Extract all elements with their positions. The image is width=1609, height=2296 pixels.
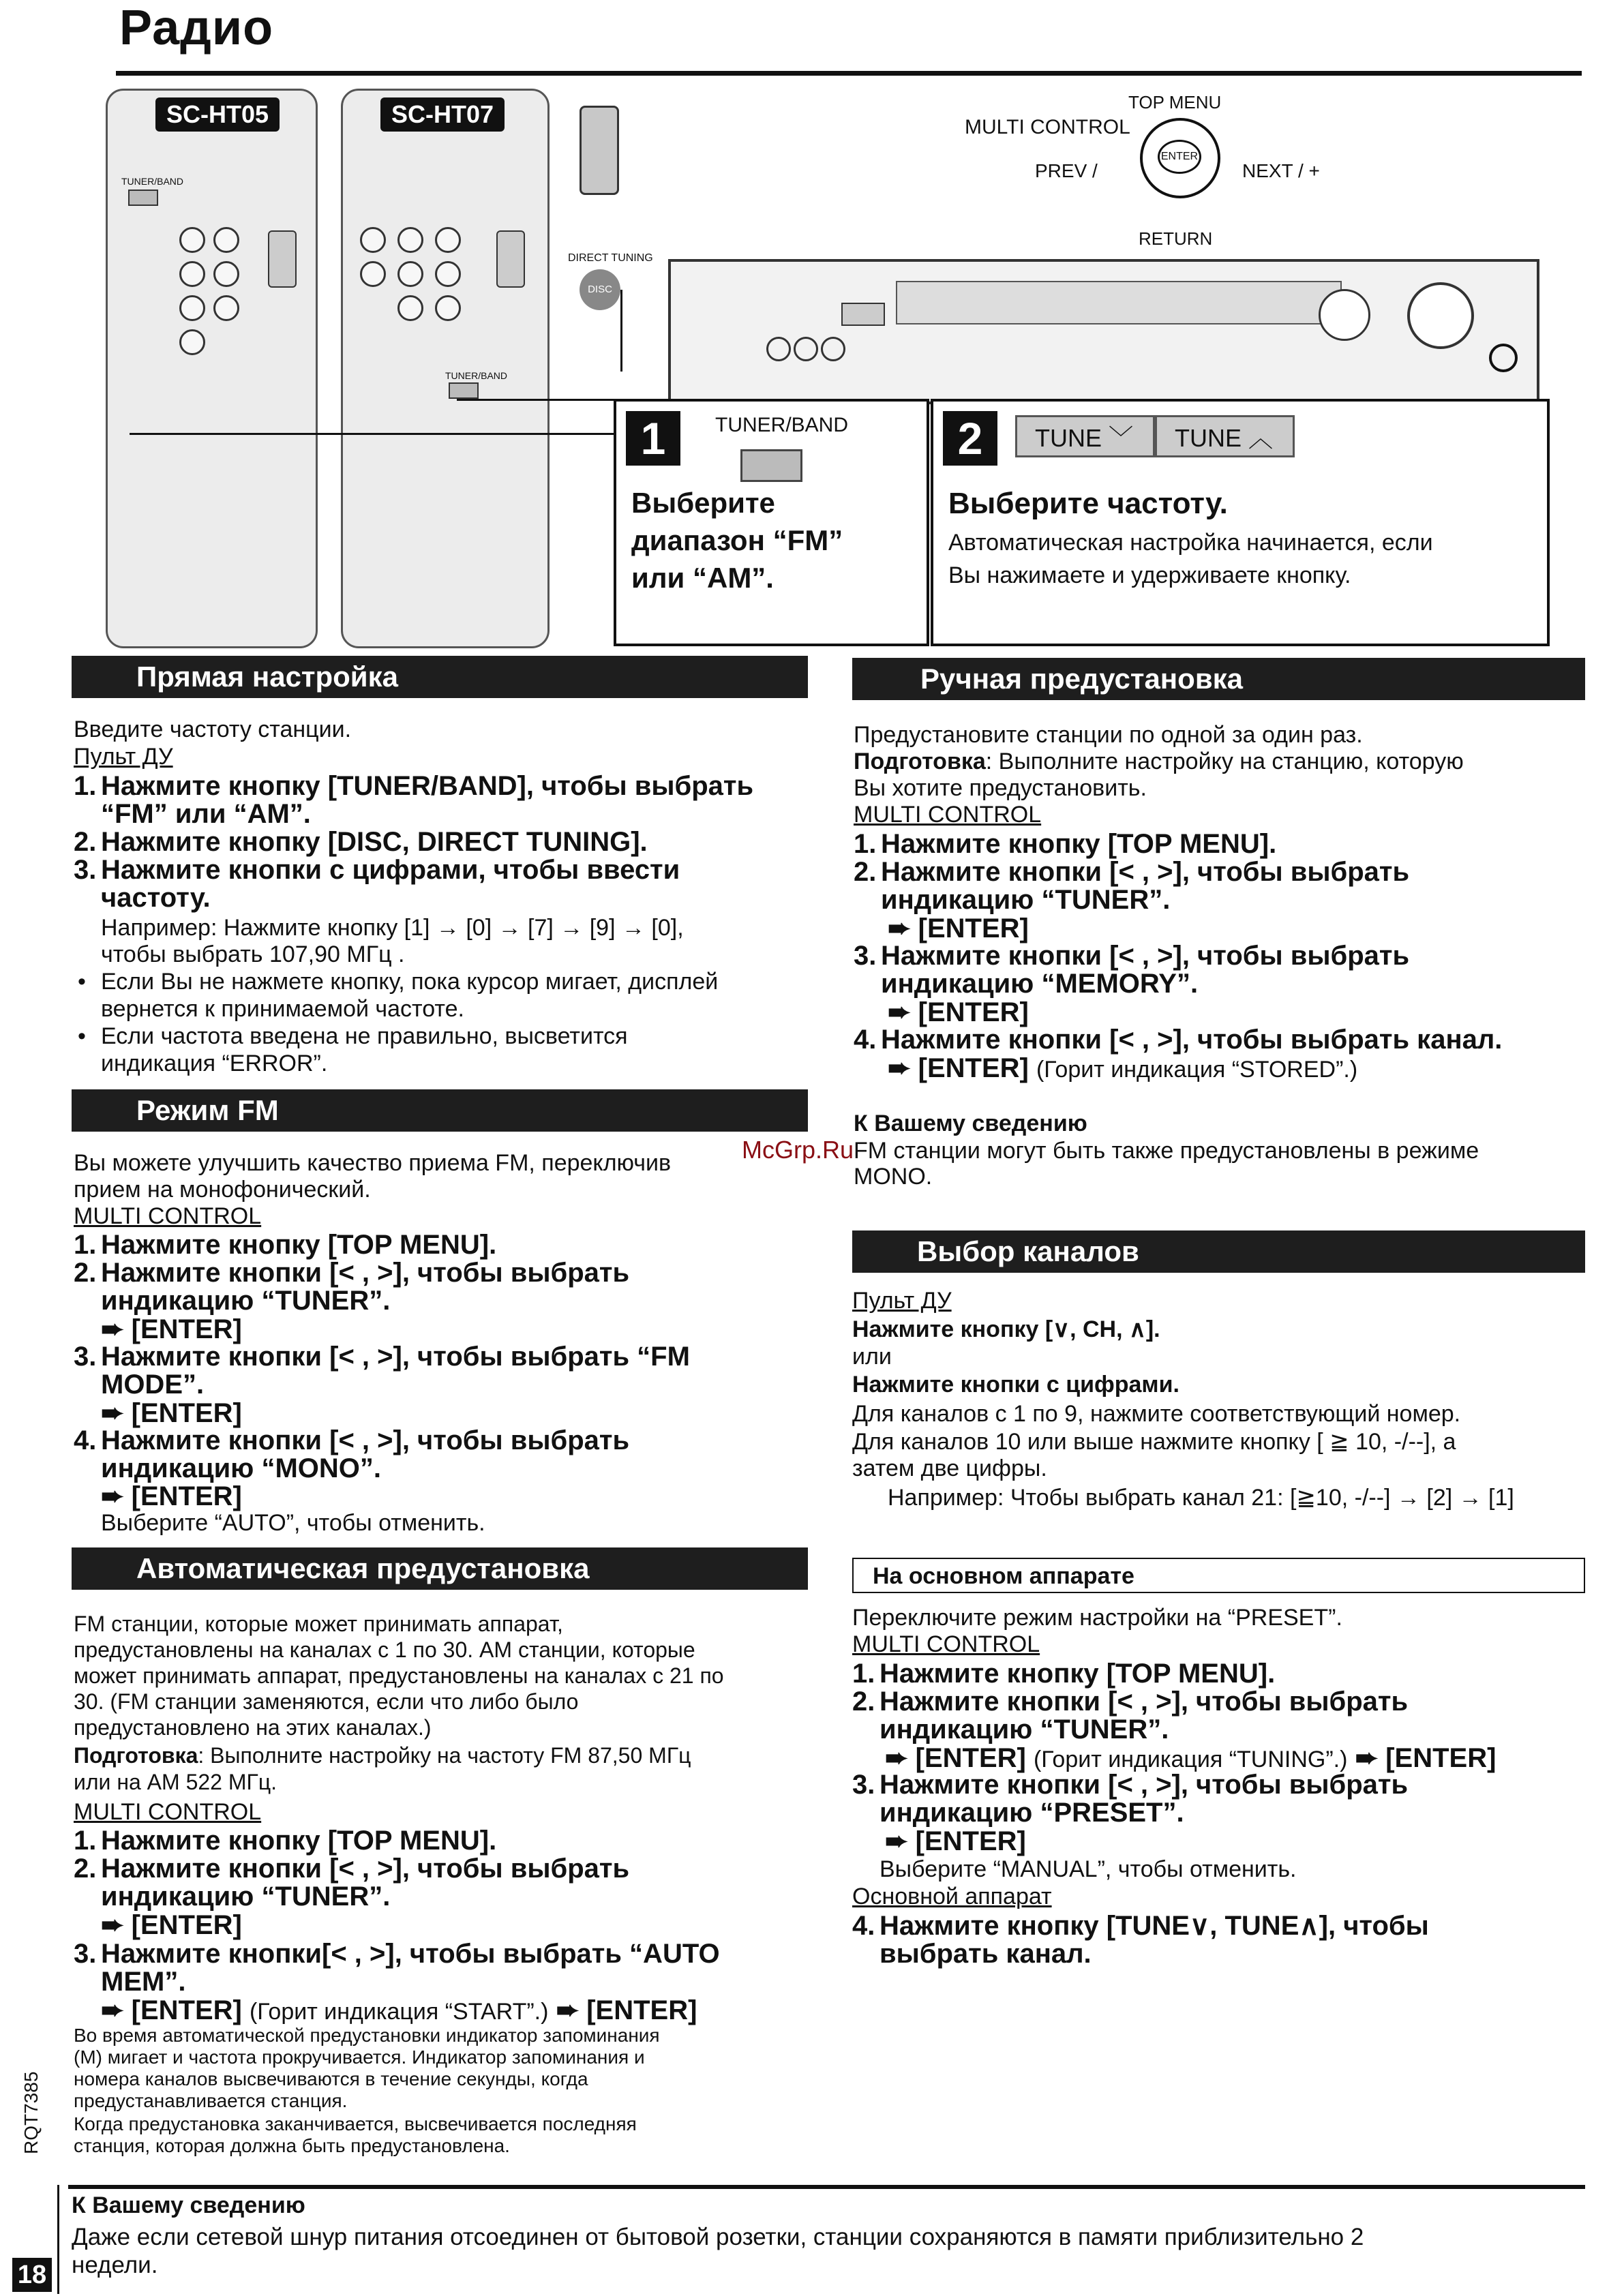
page-title: Радио: [119, 1, 274, 55]
step-number: 1.: [74, 1230, 97, 1260]
auto-step-2: [74, 1855, 817, 1911]
headphones-jack: [1489, 344, 1518, 372]
tunerband-small-label: TUNER/BAND: [121, 176, 184, 187]
step1-number: 1: [626, 411, 680, 466]
prep-label: Подготовка: [854, 749, 986, 774]
bullet-text: индикация “ERROR”.: [101, 1051, 328, 1076]
step-text: индикацию “TUNER”.: [101, 1882, 391, 1912]
step-number: 3.: [854, 941, 877, 971]
footer-title: К Вашему сведению: [72, 2192, 305, 2218]
disc-button-label: DISC: [588, 284, 612, 295]
direct-control-label: Пульт ДУ: [74, 744, 173, 770]
step-text: индикацию “TUNER”.: [879, 1715, 1169, 1744]
step2-number: 2: [943, 411, 997, 466]
step1-button-label: TUNER/BAND: [715, 414, 849, 436]
auto-prep-1: [74, 1742, 691, 1769]
watermark: McGrp.Ru: [742, 1136, 854, 1164]
direct-example-2: чтобы выбрать 107,90 МГц .: [101, 941, 405, 967]
num-button[interactable]: [397, 227, 423, 253]
main-unit-control-label-2: Основной аппарат: [852, 1884, 1052, 1909]
manual-step-1: [854, 830, 1597, 858]
tune-up-button[interactable]: [1155, 415, 1295, 457]
step-text: Нажмите кнопки [< , >], чтобы выбрать: [879, 1687, 1409, 1717]
num-button[interactable]: [435, 295, 461, 321]
tunerband-unit-button[interactable]: [841, 303, 885, 326]
footer-line-2: недели.: [72, 2252, 158, 2278]
step-number: 2.: [854, 857, 877, 887]
manual-enter-3: ➨ [ENTER]: [888, 997, 1029, 1027]
tunerband-small-label-2: TUNER/BAND: [445, 370, 508, 381]
auto-para-4: 30. (FM станции заменяются, если что либо было: [74, 1689, 579, 1714]
num-button[interactable]: [397, 261, 423, 287]
step-text: Нажмите кнопки [< , >], чтобы выбрать: [101, 1425, 630, 1455]
auto-note-5: Когда предустановка заканчивается, высвечивается последняя: [74, 2113, 637, 2134]
fm-step-3: [74, 1343, 817, 1399]
fm-control-label: MULTI CONTROL: [74, 1203, 262, 1229]
step2-desc-2: Вы нажимаете и удерживаете кнопку.: [948, 562, 1351, 588]
step-text: Нажмите кнопки [< , >], чтобы выбрать: [881, 857, 1410, 887]
enter-text: ➨ [ENTER]: [556, 1995, 697, 2025]
enter-text: ➨ [ENTER]: [1355, 1743, 1497, 1773]
manual-step-4: [854, 1026, 1597, 1054]
enter-label: ENTER: [1160, 151, 1199, 162]
direct-example-1: Например: Нажмите кнопку [1] → [0] → [7] → [9] → [0],: [101, 915, 684, 941]
page-number: 18: [12, 2258, 52, 2292]
num-button[interactable]: [435, 261, 461, 287]
step-text: Нажмите кнопку [TOP MENU].: [101, 1230, 497, 1260]
step-text: MEM”.: [101, 1967, 186, 1997]
main-unit-step-1: [852, 1660, 1595, 1688]
remote-model-label: SC-HT07: [380, 97, 505, 132]
fm-step-1: [74, 1231, 817, 1259]
step-number: 3.: [852, 1770, 875, 1800]
step-number: 2.: [852, 1687, 875, 1717]
illustration: [102, 85, 1548, 648]
channel-line-2: Нажмите кнопки с цифрами.: [852, 1372, 1179, 1398]
main-unit-enter-3: ➨ [ENTER]: [885, 1826, 1026, 1856]
step-number: 1.: [854, 829, 877, 859]
remote-sc-ht05: [106, 89, 318, 648]
auto-step-3: [74, 1940, 817, 1996]
bullet-text: вернется к принимаемой частоте.: [101, 996, 464, 1022]
step-text: Нажмите кнопку [TUNE∨, TUNE∧], чтобы: [879, 1911, 1429, 1941]
step-text: индикацию “MEMORY”.: [881, 969, 1199, 999]
step-number: 4.: [854, 1025, 877, 1055]
fm-enter-4: ➨ [ENTER]: [101, 1481, 242, 1511]
tunerband-button-2[interactable]: [449, 382, 479, 399]
step-text: индикацию “TUNER”.: [881, 885, 1171, 915]
step-text: индикацию “PRESET”.: [879, 1798, 1184, 1828]
auto-note-3: номера каналов высвечиваются в течение секунды, когда: [74, 2068, 588, 2089]
auto-para-3: может принимать аппарат, предустановлены на каналах с 21 по: [74, 1663, 724, 1688]
down-icon: ﹀: [1109, 424, 1134, 452]
auto-para-5: предустановлено на этих каналах.): [74, 1715, 432, 1740]
step-text: Нажмите кнопки [< , >], чтобы выбрать: [101, 1258, 630, 1288]
direct-step-3: [74, 856, 817, 912]
section-auto-preset: Автоматическая предустановка: [72, 1547, 808, 1590]
fm-enter-3: ➨ [ENTER]: [101, 1398, 242, 1428]
step-text: MODE”.: [101, 1370, 205, 1400]
main-unit-step-3: [852, 1771, 1595, 1827]
auto-prep-2: или на AM 522 МГц.: [74, 1770, 277, 1794]
step1-line-3: или “AM”.: [631, 562, 774, 594]
channel-or: или: [852, 1344, 892, 1370]
step-number: 1.: [852, 1659, 875, 1689]
step-number: 2.: [74, 1258, 97, 1288]
main-unit-cancel: Выберите “MANUAL”, чтобы отменить.: [879, 1856, 1297, 1882]
step-text: Нажмите кнопки [< , >], чтобы выбрать: [879, 1770, 1409, 1800]
ch-rocker-enlarged: [580, 106, 619, 195]
step-text: “FM” или “AM”.: [101, 799, 311, 829]
prep-text: : Выполните настройку на станцию, которую: [985, 749, 1464, 774]
step-number: 3.: [74, 1939, 97, 1969]
step-number: 4.: [852, 1911, 875, 1941]
step-text: Нажмите кнопки с цифрами, чтобы ввести: [101, 855, 680, 885]
footer-rule: [68, 2185, 1585, 2189]
fm-intro-1: Вы можете улучшить качество приема FM, переключив: [74, 1150, 672, 1176]
main-unit-intro: Переключите режим настройки на “PRESET”.: [852, 1605, 1342, 1631]
num-button[interactable]: [179, 295, 205, 321]
num-button[interactable]: [179, 227, 205, 253]
return-label: RETURN: [1139, 228, 1213, 249]
direct-intro: Введите частоту станции.: [74, 716, 352, 742]
ch-rocker[interactable]: [496, 230, 525, 288]
direct-bullet-1: [101, 968, 718, 1023]
status-text: (Горит индикация “START”.): [249, 1999, 549, 2025]
step-text: Нажмите кнопку [TOP MENU].: [879, 1659, 1276, 1689]
step-text: Нажмите кнопки [< , >], чтобы выбрать: [881, 941, 1410, 971]
step-text: индикацию “TUNER”.: [101, 1286, 391, 1316]
manual-step-2: [854, 858, 1597, 914]
section-manual-preset: Ручная предустановка: [852, 658, 1585, 700]
manual-enter-2: ➨ [ENTER]: [888, 913, 1029, 943]
tune-down-button[interactable]: [1015, 415, 1155, 457]
section-channel-select: Выбор каналов: [852, 1230, 1585, 1273]
direct-step-1: [74, 772, 817, 828]
doc-code: RQT7385: [20, 2071, 42, 2154]
channel-line-4: Для каналов 10 или выше нажмите кнопку [ ≧ 10, -/--], а: [852, 1429, 1456, 1455]
num-button[interactable]: [360, 227, 386, 253]
prev-label: PREV /: [1035, 160, 1098, 181]
num-button[interactable]: [435, 227, 461, 253]
step-number: 1.: [74, 1826, 97, 1856]
channel-control-label: Пульт ДУ: [852, 1288, 952, 1314]
step-number: 2.: [74, 827, 97, 857]
footer-left-rule: [57, 2185, 59, 2294]
auto-note-1: Во время автоматической предустановки индикатор запоминания: [74, 2025, 660, 2046]
unit-jack: [821, 337, 845, 361]
manual-control-label: MULTI CONTROL: [854, 802, 1042, 828]
num-button[interactable]: [179, 329, 205, 355]
connector-line: [620, 290, 622, 372]
manual-prep-2: Вы хотите предустановить.: [854, 775, 1147, 801]
step-text: Нажмите кнопки[< , >], чтобы выбрать “AUTO: [101, 1939, 720, 1969]
manual-note-title: К Вашему сведению: [854, 1111, 1087, 1136]
step1-line-2: диапазон “FM”: [631, 524, 843, 556]
tune-up-label: TUNE: [1175, 424, 1242, 452]
step-text: Нажмите кнопки [< , >], чтобы выбрать “FM: [101, 1342, 690, 1372]
step1-box: [614, 399, 929, 646]
tune-down-label: TUNE: [1035, 424, 1102, 452]
subsection-main-unit: На основном аппарате: [852, 1558, 1585, 1593]
enter-text: ➨ [ENTER]: [888, 1053, 1029, 1083]
up-icon: ︿: [1248, 424, 1274, 452]
auto-step-1: [74, 1827, 817, 1855]
auto-note-6: станция, которая должна быть предустановлена.: [74, 2135, 510, 2156]
num-button[interactable]: [360, 261, 386, 287]
tunerband-button[interactable]: [128, 190, 158, 206]
prep-text: : Выполните настройку на частоту FM 87,50 МГц: [198, 1743, 691, 1768]
step1-line-1: Выберите: [631, 487, 775, 519]
main-unit: [668, 259, 1539, 404]
fm-step-4: [74, 1427, 817, 1483]
step-text: Нажмите кнопку [DISC, DIRECT TUNING].: [101, 827, 648, 857]
unit-multi-control[interactable]: [1319, 289, 1370, 341]
footer-line-1: Даже если сетевой шнур питания отсоединен от бытовой розетки, станции сохраняются в памяти приблизительно 2: [72, 2224, 1364, 2250]
step-number: 1.: [74, 771, 97, 801]
step1-button[interactable]: [740, 449, 802, 482]
unit-display: [896, 281, 1342, 324]
step-number: 2.: [74, 1854, 97, 1884]
step-number: 3.: [74, 855, 97, 885]
fm-enter-2: ➨ [ENTER]: [101, 1314, 242, 1344]
num-button[interactable]: [213, 227, 239, 253]
manual-prep-1: [854, 748, 1464, 775]
unit-jack: [794, 337, 818, 361]
direct-tuning-label: DIRECT TUNING: [568, 252, 653, 264]
prep-label: Подготовка: [74, 1743, 198, 1768]
main-unit-control-label: MULTI CONTROL: [852, 1631, 1040, 1657]
step-text: частоту.: [101, 883, 211, 913]
auto-note-2: (M) мигает и частота прокручивается. Индикатор запоминания и: [74, 2046, 645, 2068]
enter-text: ➨ [ENTER]: [101, 1995, 242, 2025]
remote-model-label: SC-HT05: [155, 97, 280, 132]
auto-control-label: MULTI CONTROL: [74, 1799, 262, 1825]
disc-button[interactable]: [580, 269, 620, 310]
title-rule: [116, 71, 1582, 76]
step2-desc-1: Автоматическая настройка начинается, если: [948, 530, 1433, 556]
auto-para-2: предустановлены на каналах с 1 по 30. AM станции, которые: [74, 1637, 695, 1662]
step-text: выбрать канал.: [879, 1939, 1092, 1969]
section-fm-mode: Режим FM: [72, 1089, 808, 1132]
manual-note-2: MONO.: [854, 1164, 933, 1190]
auto-para-1: FM станции, которые может принимать аппарат,: [74, 1612, 563, 1636]
multi-control-label: MULTI CONTROL: [965, 116, 1130, 138]
auto-enter-2: ➨ [ENTER]: [101, 1910, 242, 1940]
fm-intro-2: прием на монофонический.: [74, 1177, 371, 1203]
auto-enter-3: [101, 1996, 697, 2026]
fm-cancel: Выберите “AUTO”, чтобы отменить.: [101, 1510, 485, 1536]
manual-enter-4: [888, 1054, 1357, 1084]
main-unit-step-4: [852, 1912, 1595, 1968]
step-text: Нажмите кнопку [TOP MENU].: [101, 1826, 497, 1856]
remote-sc-ht07: [341, 89, 550, 648]
manual-note-1: FM станции могут быть также предустановлены в режиме: [854, 1138, 1479, 1164]
top-menu-label: TOP MENU: [1128, 92, 1222, 112]
step-number: 4.: [74, 1425, 97, 1455]
section-direct-tuning: Прямая настройка: [72, 656, 808, 698]
manual-step-3: [854, 942, 1597, 998]
num-button[interactable]: [213, 261, 239, 287]
num-button[interactable]: [213, 295, 239, 321]
enter-text: ➨ [ENTER]: [885, 1743, 1026, 1773]
bullet-text: Если Вы не нажмете кнопку, пока курсор мигает, дисплей: [101, 969, 719, 995]
direct-bullet-2: [101, 1023, 628, 1077]
volume-knob[interactable]: [1407, 282, 1474, 349]
step-number: 3.: [74, 1342, 97, 1372]
enter-button[interactable]: [1158, 140, 1201, 174]
step-text: индикацию “MONO”.: [101, 1453, 381, 1483]
unit-jack: [766, 337, 791, 361]
step2-box: [931, 399, 1550, 646]
next-label: NEXT / +: [1242, 160, 1320, 181]
status-text: (Горит индикация “TUNING”.): [1033, 1747, 1348, 1772]
step-text: Нажмите кнопки [< , >], чтобы выбрать канал.: [881, 1025, 1503, 1055]
channel-line-3: Для каналов с 1 по 9, нажмите соответствующий номер.: [852, 1401, 1461, 1427]
step-text: Нажмите кнопку [TUNER/BAND], чтобы выбрать: [101, 771, 754, 801]
channel-line-5: затем две цифры.: [852, 1455, 1047, 1481]
step2-title: Выберите частоту.: [948, 487, 1228, 520]
status-text: (Горит индикация “STORED”.): [1036, 1057, 1358, 1083]
direct-step-2: [74, 828, 817, 856]
auto-note-4: предустанавливается станция.: [74, 2090, 348, 2111]
bullet-text: Если частота введена не правильно, высветится: [101, 1023, 628, 1049]
main-unit-step-2: [852, 1688, 1595, 1744]
step-text: Нажмите кнопки [< , >], чтобы выбрать: [101, 1854, 630, 1884]
step-text: Нажмите кнопку [TOP MENU].: [881, 829, 1277, 859]
num-button[interactable]: [397, 295, 423, 321]
manual-intro: Предустановите станции по одной за один раз.: [854, 722, 1363, 748]
fm-step-2: [74, 1259, 817, 1315]
channel-example: Например: Чтобы выбрать канал 21: [≧10, -/--] → [2] → [1]: [888, 1485, 1514, 1511]
ch-rocker[interactable]: [268, 230, 297, 288]
channel-line-1: Нажмите кнопку [∨, CH, ∧].: [852, 1316, 1160, 1342]
num-button[interactable]: [179, 261, 205, 287]
